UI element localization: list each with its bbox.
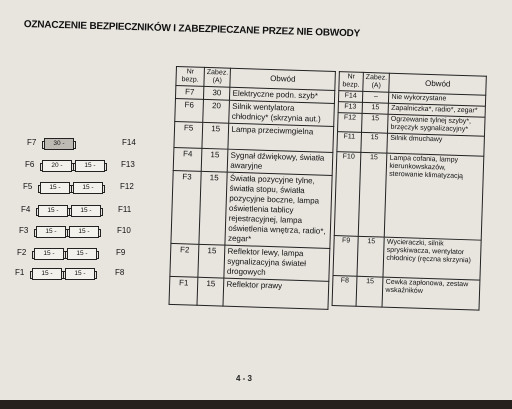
fuse-label-left: F6 — [25, 160, 35, 169]
fuse-amp: 15 — [202, 122, 229, 149]
fuse-nr: F3 — [171, 170, 201, 244]
fuse-label-right: F12 — [120, 182, 134, 191]
fuse-label-right: F13 — [121, 160, 135, 169]
fuse-15a: 15 - — [73, 182, 103, 194]
fuse-circuit: Nie wykorzystane — [389, 92, 486, 106]
fuse-amp: 30 — [203, 86, 230, 100]
fuse-circuit: Ogrzewanie tylnej szyby*, brzęczyk sygnalizacyjny* — [388, 114, 485, 136]
fuse-15a: 15 - — [34, 248, 64, 260]
fuse-circuit: Silnik dmuchawy — [387, 133, 484, 156]
fuse-amp: 15 — [197, 277, 224, 306]
page-title: OZNACZENIE BEZPIECZNIKÓW I ZABEZPIECZANE PRZEZ NIE OBWODY — [23, 19, 361, 40]
fuse-15a: 15 - — [36, 226, 66, 238]
fuse-label-left: F1 — [15, 268, 25, 277]
fuse-nr: F9 — [333, 236, 358, 277]
fuse-30a: 30 - — [44, 138, 74, 150]
fuse-row-f2 — [0, 248, 175, 262]
fuse-nr: F12 — [338, 113, 363, 133]
fuse-label-left: F4 — [21, 205, 31, 214]
fuse-label-right: F11 — [118, 205, 132, 214]
fuse-nr: F13 — [338, 102, 362, 114]
fuse-label-left: F5 — [23, 182, 33, 191]
fuse-15a: 15 - — [75, 160, 105, 172]
fuse-nr: F5 — [174, 121, 203, 148]
table-row — [334, 152, 484, 241]
fuse-amp: 15 — [199, 171, 228, 245]
fuse-label-left: F3 — [19, 226, 29, 235]
fuse-amp: 15 — [362, 113, 389, 133]
fuse-box-diagram — [0, 130, 175, 290]
table-row — [171, 170, 332, 248]
fuse-circuit: Elektryczne podn. szyb* — [230, 87, 335, 103]
fuse-circuit: Cewka zapłonowa, zestaw wskaźników — [382, 277, 479, 310]
fuse-circuit: Zapalniczka*, radio*, zegar* — [388, 103, 485, 117]
fuse-amp: 15 — [361, 132, 388, 153]
fuse-15a: 15 - — [69, 226, 99, 238]
fuse-nr: F1 — [169, 276, 198, 305]
fuse-table-left — [168, 66, 335, 310]
fuse-circuit: Lampa cofania, lampy kierunkowskazów, sterowanie klimatyzacją — [385, 153, 484, 240]
header-amp: Zabez. (A) — [204, 67, 231, 87]
fuse-table-right — [332, 71, 487, 311]
fuse-15a: 15 - — [32, 268, 62, 280]
fuse-row-f6 — [0, 160, 175, 174]
fuse-15a: 15 - — [38, 205, 68, 217]
fuse-label-right: F8 — [115, 268, 125, 277]
fuse-circuit: Silnik wentylatora chłodnicy* (skrzynia aut.) — [229, 100, 334, 126]
fuse-row-f1 — [0, 268, 175, 282]
fuse-nr: F6 — [175, 98, 204, 122]
fuse-label-left: F7 — [27, 138, 37, 147]
fuse-circuit: Wycieraczki, silnik spryskiwacza, wentylator chłodnicy (ręczna skrzynia) — [383, 237, 481, 280]
table-row — [169, 276, 329, 309]
fuse-15a: 15 - — [40, 182, 70, 194]
fuse-label-left: F2 — [17, 248, 27, 257]
fuse-amp: 20 — [203, 99, 230, 123]
fuse-amp: 15 — [358, 152, 387, 237]
header-nr: Nr bezp. — [339, 72, 364, 92]
header-circuit: Obwód — [389, 73, 486, 95]
table-row — [170, 243, 330, 281]
fuse-row-f7 — [0, 138, 175, 152]
fuse-row-f5 — [0, 182, 175, 196]
fuse-amp: 15 — [362, 102, 389, 114]
page-number: 4 - 3 — [236, 374, 253, 383]
fuse-nr: F11 — [337, 132, 362, 153]
table-row — [332, 276, 480, 311]
fuse-nr: F8 — [332, 276, 357, 307]
header-amp: Zabez. (A) — [363, 72, 390, 92]
fuse-row-f3 — [0, 226, 175, 240]
fuse-amp: 15 — [357, 236, 385, 277]
fuse-amp: 15 — [356, 276, 383, 307]
fuse-label-right: F9 — [116, 248, 126, 257]
fuse-circuit: Sygnał dźwiękowy, światła awaryjne — [228, 149, 333, 175]
fuse-label-right: F10 — [117, 226, 131, 235]
fuse-circuit: Reflektor prawy — [223, 278, 328, 309]
fuse-amp: 15 — [198, 244, 225, 278]
fuse-nr: F2 — [170, 243, 199, 277]
fuse-amp: – — [362, 91, 389, 103]
fuse-amp: 15 — [201, 148, 228, 172]
fuse-nr: F10 — [334, 152, 361, 237]
fuse-nr: F14 — [338, 91, 362, 103]
fuse-row-f4 — [0, 205, 175, 219]
fuse-label-right: F14 — [122, 138, 136, 147]
fuse-15a: 15 - — [71, 205, 101, 217]
header-nr: Nr bezp. — [176, 67, 205, 87]
fuse-nr: F7 — [175, 86, 203, 100]
fuse-circuit: Lampa przeciwmgielna — [228, 123, 333, 152]
fuse-15a: 15 - — [65, 268, 95, 280]
fuse-nr: F4 — [173, 147, 202, 171]
fuse-20a: 20 - — [42, 160, 72, 172]
fuse-circuit: Światła pozycyjne tylne, światła stopu, światła pozycyjne boczne, lampa oświetlenia tablicy rejestracyjnej, lampa oświetlenia wnętrza, radio*, zegar* — [225, 172, 332, 248]
header-circuit: Obwód — [230, 68, 335, 90]
fuse-15a: 15 - — [67, 248, 97, 260]
table-row — [333, 236, 481, 281]
fuse-circuit: Reflektor lewy, lampa sygnalizacyjna świateł drogowych — [224, 245, 330, 281]
